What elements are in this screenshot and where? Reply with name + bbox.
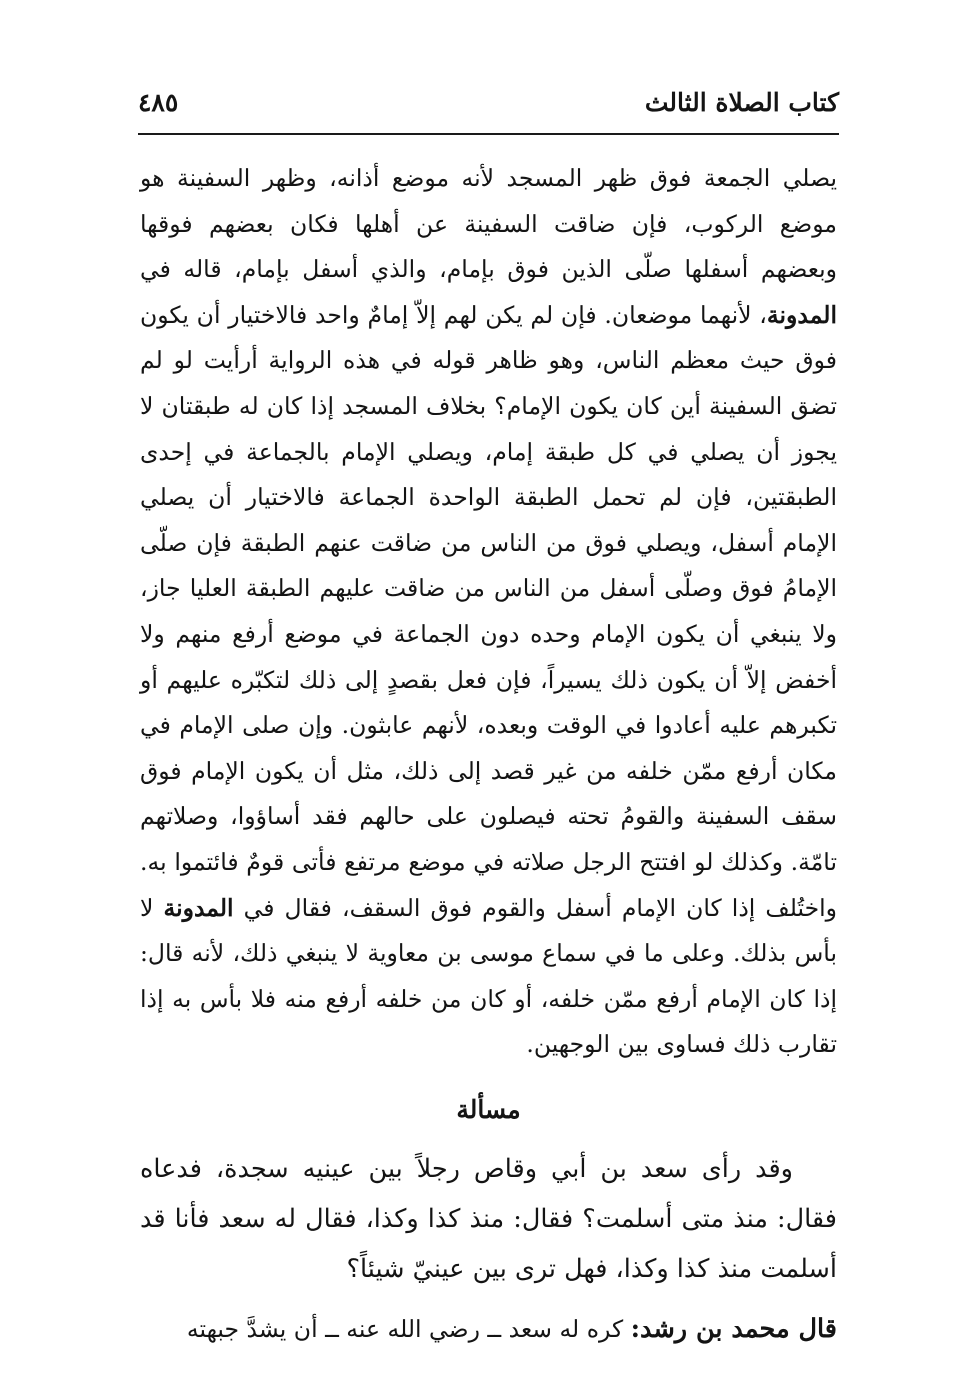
- paragraph-2: وقد رأى سعد بن أبي وقاص رجلاً بين عينيه سجدة، فدعاه فقال: منذ متى أسلمت؟ فقال: منذ كذا وكذا، فقال له سعد فأنا قد أسلمت منذ كذا وكذا، فهل ترى بين عينيّ شيئاً؟: [140, 1153, 837, 1284]
- paragraph-1: [140, 156, 837, 1068]
- paragraph-3: [140, 1304, 837, 1354]
- page-number: ٤٨٥: [138, 88, 179, 117]
- commentary-lead: قال محمد بن رشد:: [630, 1313, 837, 1344]
- book-reference-mudawwana: المدونة: [766, 300, 837, 329]
- commentary-text: كره له سعد ــ رضي الله عنه ــ أن يشدَّ جبهته: [186, 1314, 631, 1343]
- text-run: ، لأنهما موضعان. فإن لم يكن لهم إلاّ إمامٌ واحد فالاختيار أن يكون فوق حيث معظم الناس، وهو ظاهر قوله في هذه الرواية أرأيت لو لم تضق السفينة أين كان يكون الإمام؟ بخلاف المسجد إذا كان له طبقتان لا يجوز أن يصلي في كل طبقة إمام، ويصلي الإمام بالجماعة في إحدى الطبقتين، فإن لم تحمل الطبقة الواحدة الجماعة فالاختيار أن يصلي الإمام أسفل، ويصلي فوق من الناس من ضاقت عنهم الطبقة فإن صلّى الإمامُ فوق وصلّى أسفل من الناس من ضاقت عليهم الطبقة العليا جاز، ولا ينبغي أن يكون الإمام وحده دون الجماعة في موضع أرفع منهم ولا أخفض إلاّ أن يكون ذلك يسيراً، فإن فعل بقصدٍ إلى ذلك لتكبّره عليهم أو تكبرهم عليه أعادوا في الوقت وبعده، لأنهم عابثون. وإن صلى الإمام في مكان أرفع ممّن خلفه من غير قصد إلى ذلك، مثل أن يكون الإمام فوق سقف السفينة والقومُ تحته فيصلون على حالهم فقد أساؤوا، وصلاتهم تامّة. وكذلك لو افتتح الرجل صلاته في موضع مرتفع فأتى قومٌ فائتموا به. واختُلف إذا كان الإمام أسفل والقوم فوق السقف، فقال في: [140, 300, 838, 922]
- page-body: [140, 156, 837, 1354]
- header-rule: [138, 133, 839, 135]
- text-run: يصلي الجمعة فوق ظهر المسجد لأنه موضع أذانه، وظهر السفينة هو موضع الركوب، فإن ضاقت السفينة عن أهلها فكان بعضهم فوقها وبعضهم أسفلها صلّى الذين فوق بإمام، والذي أسفل بإمام، قاله في: [140, 164, 837, 284]
- running-title: كتاب الصلاة الثالث: [644, 88, 839, 117]
- page-header: [138, 84, 839, 130]
- text-run: لا بأس بذلك. وعلى ما في سماع موسى بن معاوية لا ينبغي ذلك، لأنه قال: إذا كان الإمام أرفع ممّن خلفه، أو كان من خلفه أرفع منه فلا بأس به إذا تقارب ذلك فساوى بين الوجهين.: [140, 893, 837, 1059]
- book-reference-mudawwana: المدونة: [163, 893, 234, 922]
- section-heading: مسألة: [456, 1094, 521, 1124]
